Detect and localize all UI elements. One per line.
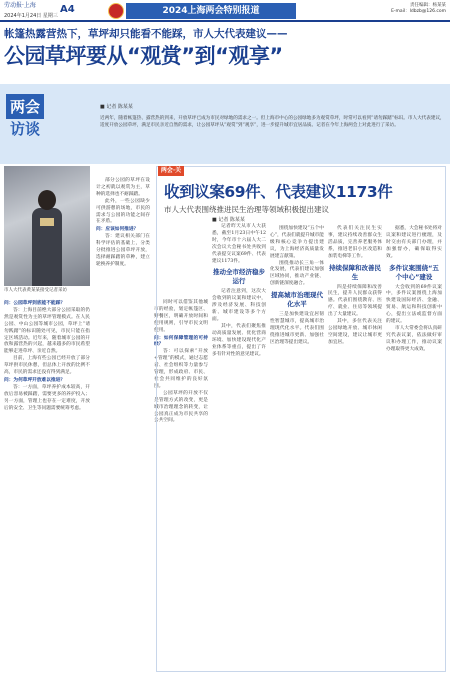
editor-info [340,3,446,14]
paragraph: 记者注意到，这次大会收到的议案和建议中，涉及经济发展、科技创新、城市建设等多个方面。 [212,289,266,323]
question: 问：如何保障管理的可持续？ [154,335,208,348]
question: 问：应该如何推进？ [96,227,139,233]
right-subheadline: 市人大代表围绕推进民生治理等领域积极提出建议 [164,205,329,214]
page-number: A4 [60,4,75,15]
right-col-2 [270,226,324,347]
paragraph: 此外，一些公园缺少可供游憩的场地，市民的需求与公园的功能之间存在矛盾。 [96,198,150,225]
paragraph: 四是持续保障和改善民生，提升人民群众获得感。代表们围绕教育、医疗、就业、住房等领域提出了大量建议。 [328,284,382,318]
person-head [38,190,56,210]
photo [4,166,90,286]
paragraph: 答：一方面，草坪养护成本较高，开放后容易被踩踏，需要更多的养护投入；另一方面，管理上也存在一定难度，开放后的安全、卫生等问题需要统筹考虑。 [4,384,90,411]
left-col-2 [96,178,150,269]
paragraph: 围绕加快建设“五个中心”，代表们就提升城市能级和核心竞争力提出建议，为上海经济高质量发展建言献策。 [270,226,324,259]
paragraph: 代表们关注民生实事，建议持续改善群众生活品质，完善养老服务体系，推进老旧小区改造和加装电梯等工作。 [328,226,382,259]
photo-caption: 市人大代表黄某某接受记者采访 [4,288,67,293]
right-col-3 [328,226,382,347]
badge-icon [40,218,54,226]
paragraph: 公园草坪的开放不仅是管理方式的改变，更是城市治理理念的转变，让公园真正成为市民共享的公共空间。 [154,390,208,424]
right-headline: 收到议案69件、代表建议1173件 [164,183,393,201]
paragraph: 其中，多位代表关注公园绿地开放、城市休闲空间建设，建议让城市更加宜居。 [328,319,382,345]
right-col-1 [212,224,266,359]
paragraph: 市人大常委会将认真研究代表议案，依法做好审议和办理工作，推动议案办理取得更大成效。 [386,325,442,352]
paragraph: 答：建议相关部门在科学评估的基础上，分类分批推进公园草坪开放，选择耐踩踏的草种，建立轮换养护制度。 [96,234,150,267]
paragraph: 大会收到的69件议案中，多件议案围绕上海加快建设国际经济、金融、贸易、航运和科技创新中心，提出立法或监督方面的建议。 [386,284,442,325]
paragraph: 答：可以探索“开放+管理”的模式，通过志愿者、社会组织等力量参与管理，形成政府、市民、社会共同维护的良好氛围。 [154,349,208,389]
question: 问：公园草坪到底能不能踩？ [4,301,65,306]
question: 问：为何草坪开放难以推进？ [4,377,65,383]
logo-top: 两会 [6,94,44,119]
paper-name: 劳动报·上海 [4,2,36,9]
paragraph: 记者昨天从市人大获悉，截至1月23日中午12时，今年市十六届人大二次会议大会秘书处共收到代表提交议案69件、代表建议1173件。 [212,224,266,264]
paragraph: 部分公园的草坪在设计之初就以观赏为主，草种的选择也不耐踩踏。 [96,178,150,197]
main-headline: 公园草坪要从“观赏”到“观享” [4,44,283,68]
intro-text: 近两年，随着帐篷热、露营热的到来，开放草坪已成为市民对绿地的需求之一。但上海市中心的公园绿地多为观赏草坪，时常可以看到“请勿踩踏”标识。市人大代表建议，适度开放公园草坪，满足市民亲近自然的需求，让公园草坪从“观赏”到“观享”，进一步提升城市宜居品质。记者在今年上海两会上对此进行了采访。 [100,116,445,128]
right-col-4 [386,226,442,354]
right-byline: ■ 记者 陈某某 [212,217,245,223]
kicker: 帐篷热露营热下，草坪却只能看不能踩，市人大代表建议—— [4,28,288,40]
issue-date: 2024年1月24日 星期三 [4,13,58,19]
paragraph: 三是加快建设宜居韧性智慧城市，提高城市治理现代化水平。代表们围绕推进城市更新、加强社区治理等提出建议。 [270,312,324,345]
person-body [32,208,62,286]
section-heading: 提高城市治理现代化水平 [271,291,323,309]
section-heading: 多件议案围绕“五个中心”建设 [389,263,439,281]
paragraph: 围绕推动长三角一体化发展，代表们建议加强区域协同，推动产业链、创新链深度融合。 [270,260,324,287]
section-heading: 推动全市经济稳步运行 [213,268,265,286]
paragraph: 答：上海目前绝大部分公园采取的仍然是观赏性为主的草坪管理模式。在人民公园、中山公园等城市公园，草坪上“请勿践踏”的标识随处可见，市民只能在指定区域活动。近年来，随着城市公园的开放和露营热的兴起，越来越多的市民希望能够走进草坪、亲近自然。 [4,307,90,355]
left-col-1 [4,300,90,413]
paragraph: 同时可以借鉴其他城市的经验，划定帐篷区、野餐区，明确开放时间和使用规则，引导市民文明使用。 [154,300,208,333]
section-tag: 两会·关注 [158,166,184,176]
intro-byline: ■ 记者 陈某某 [100,104,133,110]
paragraph: 其中，代表们聚焦推动高质量发展、优化营商环境、加快建设现代化产业体系等重点，提出了许多有针对性的意见建议。 [212,323,266,357]
interview-logo [6,94,58,146]
person-figure [32,190,62,286]
logo-bottom: 访谈 [10,120,41,138]
section-heading: 持续保障和改善民生 [329,263,381,281]
editor-email: E-mail：ldbzb@126.com [391,8,446,14]
emblem-icon [108,3,124,19]
section-banner: 2024上海两会特别报道 [126,3,296,19]
paragraph: 目前，上海有些公园已经开放了部分草坪供市民休憩，但总体上开放的比例不高，市民的需求还没有得到满足。 [4,356,90,376]
editor-name: 责任编辑：杨某某 [410,3,446,8]
paragraph: 据悉，大会秘书处将对议案和建议进行梳理，及时交由有关部门办理，并加强督办，确保取得实效。 [386,226,442,259]
